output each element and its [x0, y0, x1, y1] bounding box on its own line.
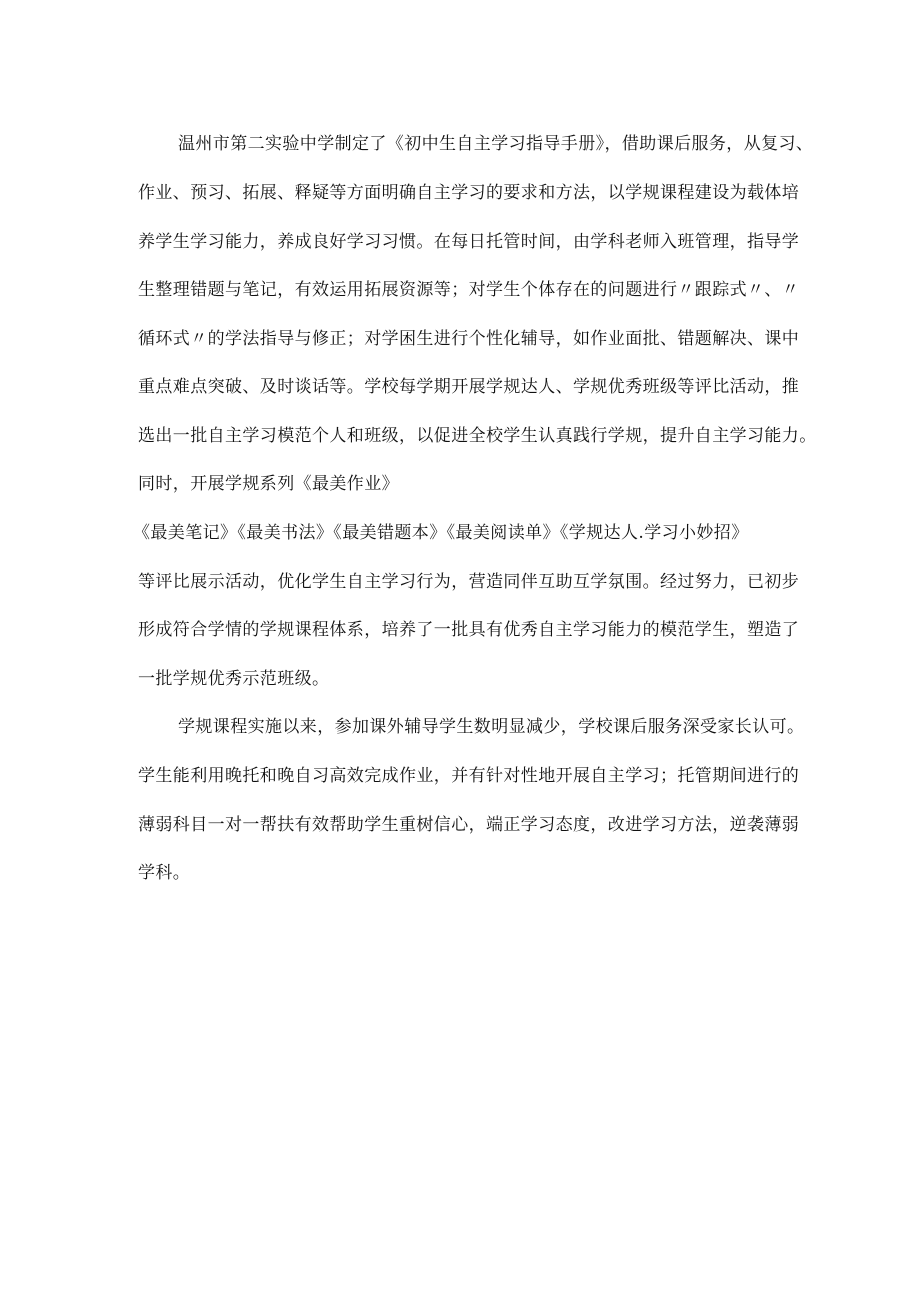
paragraph-1-line-9: 《最美笔记》《最美书法》《最美错题本》《最美阅读单》《学规达人.学习小妙招》 — [133, 523, 749, 543]
paragraph-2-line-2: 学生能利用晚托和晚自习高效完成作业，并有针对性地开展自主学习；托管期间进行的 — [138, 766, 800, 786]
paragraph-1-line-10: 等评比展示活动，优化学生自主学习行为，营造同伴互助互学氛围。经过努力，已初步 — [138, 572, 800, 592]
paragraph-2-line-3: 薄弱科目一对一帮扶有效帮助学生重树信心，端正学习态度，改进学习方法，逆袭薄弱 — [138, 815, 800, 835]
paragraph-1-line-5: 循环式〃的学法指导与修正；对学困生进行个性化辅导，如作业面批、错题解决、课中 — [138, 329, 800, 349]
paragraph-1-line-12: 一批学规优秀示范班级。 — [138, 669, 330, 689]
paragraph-1-line-3: 养学生学习能力，养成良好学习习惯。在每日托管时间，由学科老师入班管理，指导学 — [138, 232, 800, 252]
paragraph-1-line-6: 重点难点突破、及时谈话等。学校每学期开展学规达人、学规优秀班级等评比活动，推 — [138, 377, 800, 397]
paragraph-1-line-4: 生整理错题与笔记，有效运用拓展资源等；对学生个体存在的问题进行〃跟踪式〃、〃 — [138, 280, 800, 300]
paragraph-1-line-7: 选出一批自主学习模范个人和班级，以促进全校学生认真践行学规，提升自主学习能力。 — [138, 426, 817, 446]
paragraph-2-line-4: 学科。 — [138, 863, 191, 883]
paragraph-1-line-8: 同时，开展学规系列《最美作业》 — [138, 474, 399, 494]
paragraph-2-line-1: 学规课程实施以来，参加课外辅导学生数明显减少，学校课后服务深受家长认可。 — [178, 717, 805, 737]
paragraph-1-line-2: 作业、预习、拓展、释疑等方面明确自主学习的要求和方法，以学规课程建设为载体培 — [138, 183, 800, 203]
paragraph-1-line-11: 形成符合学情的学规课程体系，培养了一批具有优秀自主学习能力的模范学生，塑造了 — [138, 620, 800, 640]
paragraph-1-line-1: 温州市第二实验中学制定了《初中生自主学习指导手册》，借助课后服务，从复习、 — [178, 134, 814, 154]
